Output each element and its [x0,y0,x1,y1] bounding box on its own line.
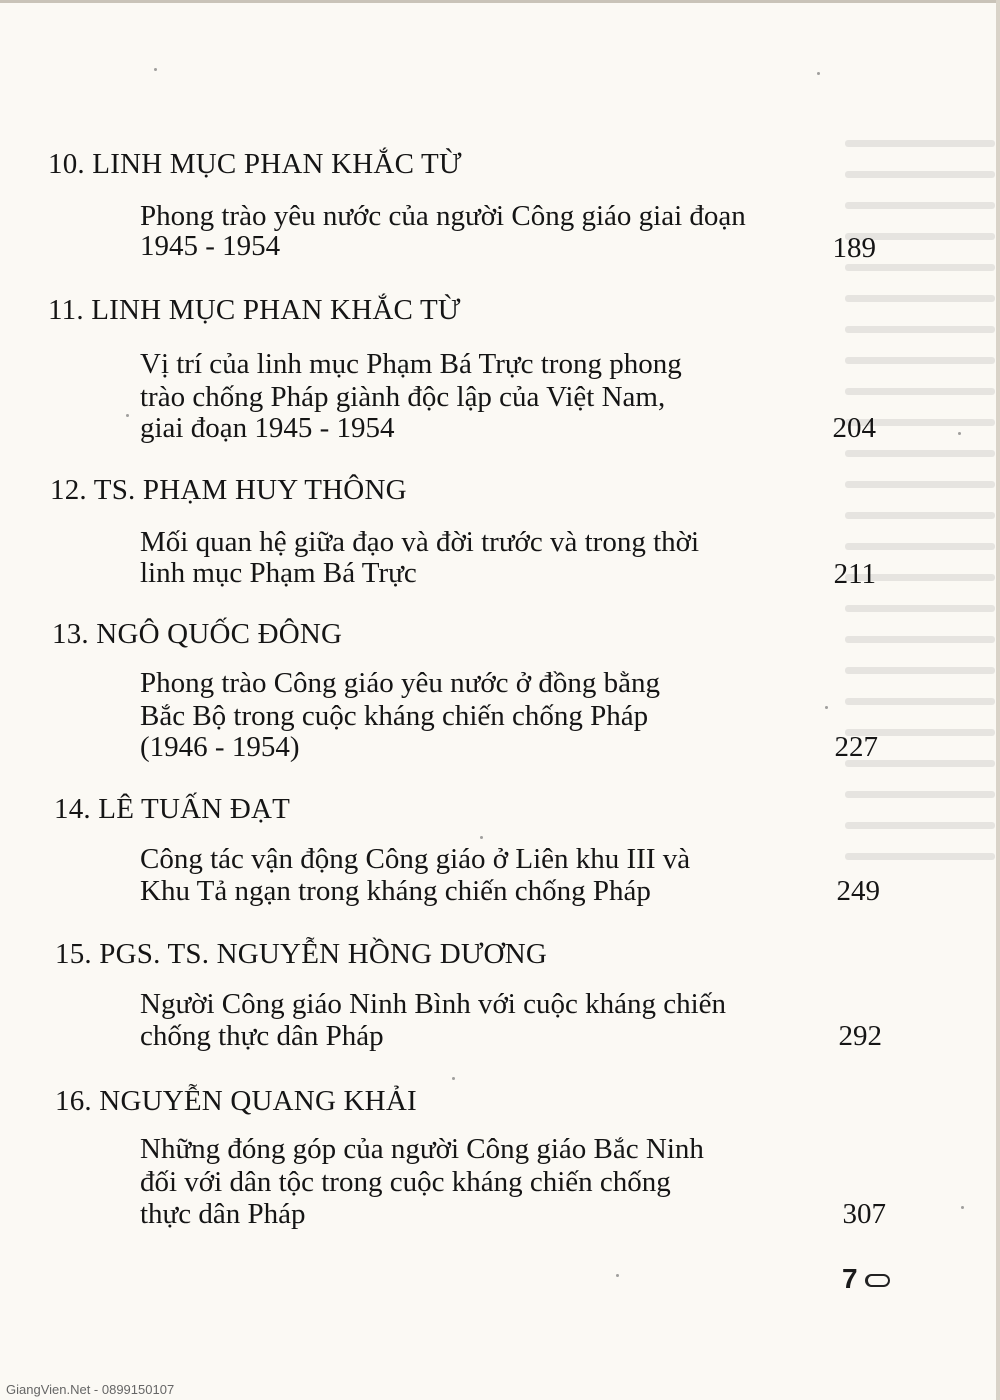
entry-page-number: 292 [838,1020,882,1052]
entry-title-line: Khu Tả ngạn trong kháng chiến chống Pháp [140,875,651,907]
entry-title-line: 1945 - 1954 [140,230,281,262]
paper-speck [452,1077,455,1080]
page-folio: 7 [842,1263,858,1294]
paper-speck [154,68,157,71]
entry-title-line: (1946 - 1954) [140,731,300,763]
entry-title-line: linh mục Phạm Bá Trực [140,557,417,589]
entry-title-line: Bắc Bộ trong cuộc kháng chiến chống Pháp [140,700,649,732]
folio-ornament-icon [865,1274,890,1287]
entry-author: 13. NGÔ QUỐC ĐÔNG [52,618,343,650]
entry-title-line: Người Công giáo Ninh Bình với cuộc kháng chiến [140,988,727,1020]
entry-title-line: thực dân Pháp [140,1198,306,1230]
entry-title-line: Phong trào Công giáo yêu nước ở đồng bằng [140,667,660,699]
entry-title-line: Những đóng góp của người Công giáo Bắc Ninh [140,1133,704,1165]
show-through-text [845,140,995,1240]
entry-title-line: giai đoạn 1945 - 1954 [140,412,395,444]
paper-speck [958,432,961,435]
paper-speck [961,1206,964,1209]
entry-title-line: Vị trí của linh mục Phạm Bá Trực trong phong [140,348,682,380]
entry-author: 12. TS. PHẠM HUY THÔNG [50,474,407,506]
entry-title-line: Mối quan hệ giữa đạo và đời trước và trong thời [140,526,700,558]
entry-title-line: trào chống Pháp giành độc lập của Việt Nam, [140,381,666,413]
paper-speck [126,414,129,417]
paper-speck [817,72,820,75]
top-border [0,0,1000,3]
entry-title-line: Công tác vận động Công giáo ở Liên khu III và [140,843,691,875]
entry-author: 16. NGUYỄN QUANG KHẢI [55,1085,417,1117]
entry-title-line: Phong trào yêu nước của người Công giáo giai đoạn [140,200,746,232]
entry-page-number: 211 [833,558,876,590]
entry-author: 11. LINH MỤC PHAN KHẮC TỪ [48,294,461,326]
entry-page-number: 227 [834,731,878,763]
entry-author: 10. LINH MỤC PHAN KHẮC TỪ [48,148,462,180]
entry-page-number: 204 [832,412,876,444]
watermark-text: GiangVien.Net - 0899150107 [6,1382,175,1397]
page-edge [996,0,1000,1400]
entry-title-line: đối với dân tộc trong cuộc kháng chiến chống [140,1166,671,1198]
entry-page-number: 189 [832,232,876,264]
entry-title-line: chống thực dân Pháp [140,1020,384,1052]
paper-speck [825,706,828,709]
entry-page-number: 249 [836,875,880,907]
paper-speck [616,1274,619,1277]
entry-author: 14. LÊ TUẤN ĐẠT [54,793,291,825]
entry-page-number: 307 [842,1198,886,1230]
paper-speck [480,836,483,839]
entry-author: 15. PGS. TS. NGUYỄN HỒNG DƯƠNG [55,938,547,970]
